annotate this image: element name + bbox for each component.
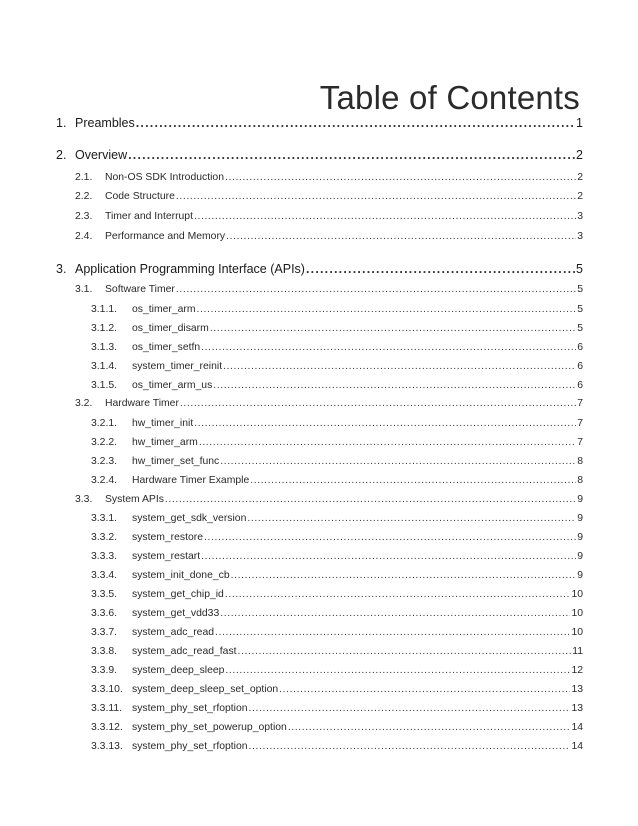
dot-leader	[250, 475, 576, 486]
toc-entry-number: 3.1.2.	[91, 323, 117, 334]
toc-entry-page-number: 6	[577, 342, 583, 353]
toc-entry-page-number: 8	[577, 456, 583, 467]
dot-leader	[213, 380, 576, 391]
toc-entry-number: 3.2.3.	[91, 456, 117, 467]
toc-entry-number: 2.3.	[75, 211, 93, 222]
toc-entry-page-number: 11	[572, 646, 583, 657]
toc-entry-number: 3.3.	[75, 494, 93, 505]
toc-entry[interactable]	[75, 284, 583, 295]
toc-entry-number: 3.3.6.	[91, 608, 117, 619]
toc-entry-label: Code Structure	[105, 191, 175, 202]
toc-entry-page-number: 9	[577, 532, 583, 543]
toc-entry-label: system_get_chip_id	[132, 589, 224, 600]
toc-entry-label: Hardware Timer	[105, 398, 179, 409]
toc-entry-page-number: 9	[577, 494, 583, 505]
toc-entry-page-number: 7	[577, 437, 583, 448]
dot-leader	[204, 532, 576, 543]
toc-entry-label: Timer and Interrupt	[105, 211, 193, 222]
toc-entry[interactable]	[91, 684, 583, 695]
dot-leader	[194, 418, 576, 429]
toc-entry-number: 3.1.4.	[91, 361, 117, 372]
toc-entry[interactable]	[91, 456, 583, 467]
toc-entry-page-number: 10	[571, 627, 583, 638]
toc-entry-label: system_phy_set_powerup_option	[132, 722, 287, 733]
toc-entry[interactable]	[91, 475, 583, 486]
page-title: Table of Contents	[319, 79, 580, 116]
toc-entry-label: Hardware Timer Example	[132, 475, 250, 486]
toc-entry[interactable]	[91, 741, 583, 752]
toc-entry-page-number: 14	[571, 741, 583, 752]
toc-entry-page-number: 1	[576, 116, 583, 130]
toc-entry-number: 3.3.9.	[91, 665, 117, 676]
dot-leader	[180, 398, 576, 409]
toc-entry-label: system_restart	[132, 551, 201, 562]
toc-entry-label: os_timer_arm	[132, 304, 196, 315]
toc-entry-label: hw_timer_arm	[132, 437, 198, 448]
toc-entry-label: Performance and Memory	[105, 231, 226, 242]
dot-leader	[197, 304, 577, 315]
toc-entry-page-number: 6	[577, 361, 583, 372]
dot-leader	[306, 262, 575, 276]
toc-entry-label: system_get_vdd33	[132, 608, 220, 619]
toc-entry[interactable]	[91, 608, 583, 619]
dot-leader	[215, 627, 570, 638]
toc-entry-page-number: 2	[577, 191, 583, 202]
toc-entry[interactable]	[91, 323, 583, 334]
dot-leader	[176, 191, 576, 202]
toc-entry-page-number: 3	[577, 231, 583, 242]
dot-leader	[225, 665, 570, 676]
toc-entry[interactable]	[56, 262, 583, 276]
toc-entry-label: system_deep_sleep	[132, 665, 225, 676]
toc-entry-number: 3.3.5.	[91, 589, 117, 600]
toc-entry-number: 3.2.1.	[91, 418, 117, 429]
toc-entry[interactable]	[91, 703, 583, 714]
dot-leader	[220, 608, 570, 619]
toc-entry-page-number: 5	[576, 262, 583, 276]
toc-entry[interactable]	[91, 418, 583, 429]
toc-entry-number: 3.	[56, 262, 67, 276]
toc-entry[interactable]	[91, 342, 583, 353]
toc-entry-label: system_adc_read	[132, 627, 215, 638]
toc-entry[interactable]	[91, 722, 583, 733]
dot-leader	[165, 494, 576, 505]
toc-entry-label: os_timer_arm_us	[132, 380, 213, 391]
toc-entry-page-number: 2	[577, 172, 583, 183]
toc-entry-label: Overview	[75, 148, 128, 162]
toc-entry[interactable]	[91, 570, 583, 581]
toc-entry-number: 3.3.1.	[91, 513, 117, 524]
toc-entry-label: system_timer_reinit	[132, 361, 223, 372]
toc-entry-number: 3.3.11.	[91, 703, 123, 714]
dot-leader	[225, 589, 571, 600]
toc-entry-page-number: 7	[577, 418, 583, 429]
toc-entry-number: 3.1.1.	[91, 304, 117, 315]
toc-entry-label: system_phy_set_rfoption	[132, 741, 248, 752]
toc-entry[interactable]	[91, 513, 583, 524]
toc-entry-page-number: 9	[577, 551, 583, 562]
toc-entry[interactable]	[91, 551, 583, 562]
toc-entry-page-number: 6	[577, 380, 583, 391]
toc-entry-label: os_timer_disarm	[132, 323, 209, 334]
toc-entry[interactable]	[56, 116, 583, 130]
toc-entry-number: 3.3.7.	[91, 627, 117, 638]
toc-entry-label: system_get_sdk_version	[132, 513, 247, 524]
toc-entry-number: 1.	[56, 116, 67, 130]
toc-entry[interactable]	[91, 532, 583, 543]
dot-leader	[247, 513, 576, 524]
toc-entry-label: system_deep_sleep_set_option	[132, 684, 279, 695]
toc-entry-page-number: 13	[571, 684, 583, 695]
toc-entry-page-number: 3	[577, 211, 583, 222]
toc-entry-label: os_timer_setfn	[132, 342, 201, 353]
toc-entry-page-number: 10	[571, 589, 583, 600]
toc-entry-label: System APIs	[105, 494, 164, 505]
toc-entry-number: 3.3.4.	[91, 570, 117, 581]
toc-entry-page-number: 10	[571, 608, 583, 619]
toc-entry-number: 3.2.2.	[91, 437, 117, 448]
dot-leader	[223, 361, 576, 372]
toc-entry-number: 3.1.5.	[91, 380, 117, 391]
toc-entry[interactable]	[75, 172, 583, 183]
toc-entry-label: Application Programming Interface (APIs)	[75, 262, 305, 276]
dot-leader	[225, 172, 576, 183]
toc-entry[interactable]	[91, 589, 583, 600]
toc-entry-label: system_adc_read_fast	[132, 646, 237, 657]
toc-entry-number: 3.3.12.	[91, 722, 123, 733]
toc-entry-page-number: 9	[577, 513, 583, 524]
toc-entry[interactable]	[91, 380, 583, 391]
toc-entry[interactable]	[75, 398, 583, 409]
dot-leader	[201, 342, 576, 353]
toc-entry-page-number: 8	[577, 475, 583, 486]
toc-entry[interactable]	[91, 304, 583, 315]
toc-entry[interactable]	[75, 191, 583, 202]
toc-entry[interactable]	[91, 646, 583, 657]
toc-entry[interactable]	[91, 627, 583, 638]
toc-entry[interactable]	[91, 361, 583, 372]
toc-entry-number: 3.3.2.	[91, 532, 117, 543]
toc-entry-page-number: 14	[571, 722, 583, 733]
toc-entry-number: 2.2.	[75, 191, 93, 202]
toc-entry-number: 3.3.3.	[91, 551, 117, 562]
toc-entry[interactable]	[56, 148, 583, 162]
toc-entry-number: 2.4.	[75, 231, 93, 242]
toc-entry-page-number: 9	[577, 570, 583, 581]
toc-entry-page-number: 12	[571, 665, 583, 676]
toc-entry-number: 3.2.	[75, 398, 93, 409]
toc-entry-page-number: 7	[577, 398, 583, 409]
toc-entry-number: 3.2.4.	[91, 475, 117, 486]
dot-leader	[226, 231, 576, 242]
dot-leader	[136, 116, 575, 130]
toc-entry-number: 3.1.3.	[91, 342, 117, 353]
toc-entry-number: 3.3.10.	[91, 684, 123, 695]
toc-entry-label: Preambles	[75, 116, 135, 130]
toc-entry-label: system_restore	[132, 532, 204, 543]
dot-leader	[238, 646, 572, 657]
toc-entry[interactable]	[75, 211, 583, 222]
dot-leader	[249, 741, 571, 752]
toc-entry[interactable]	[91, 437, 583, 448]
toc-entry-label: Non-OS SDK Introduction	[105, 172, 224, 183]
dot-leader	[249, 703, 571, 714]
dot-leader	[231, 570, 577, 581]
toc-entry[interactable]	[75, 494, 583, 505]
dot-leader	[210, 323, 576, 334]
toc-entry-page-number: 5	[577, 284, 583, 295]
toc-entry-page-number: 5	[577, 304, 583, 315]
toc-entry-label: Software Timer	[105, 284, 175, 295]
toc-entry-number: 3.3.8.	[91, 646, 117, 657]
toc-entry[interactable]	[91, 665, 583, 676]
toc-entry[interactable]	[75, 231, 583, 242]
dot-leader	[128, 148, 575, 162]
dot-leader	[201, 551, 576, 562]
dot-leader	[220, 456, 576, 467]
toc-entry-label: system_init_done_cb	[132, 570, 230, 581]
toc-entry-page-number: 13	[571, 703, 583, 714]
toc-entry-label: system_phy_set_rfoption	[132, 703, 248, 714]
toc-entry-number: 3.1.	[75, 284, 93, 295]
dot-leader	[194, 211, 576, 222]
dot-leader	[176, 284, 576, 295]
toc-entry-label: hw_timer_set_func	[132, 456, 220, 467]
dot-leader	[288, 722, 571, 733]
dot-leader	[279, 684, 570, 695]
toc-entry-number: 2.	[56, 148, 67, 162]
toc-entry-page-number: 2	[576, 148, 583, 162]
dot-leader	[199, 437, 576, 448]
toc-entry-page-number: 5	[577, 323, 583, 334]
toc-entry-label: hw_timer_init	[132, 418, 194, 429]
toc-entry-number: 3.3.13.	[91, 741, 123, 752]
toc-entry-number: 2.1.	[75, 172, 93, 183]
